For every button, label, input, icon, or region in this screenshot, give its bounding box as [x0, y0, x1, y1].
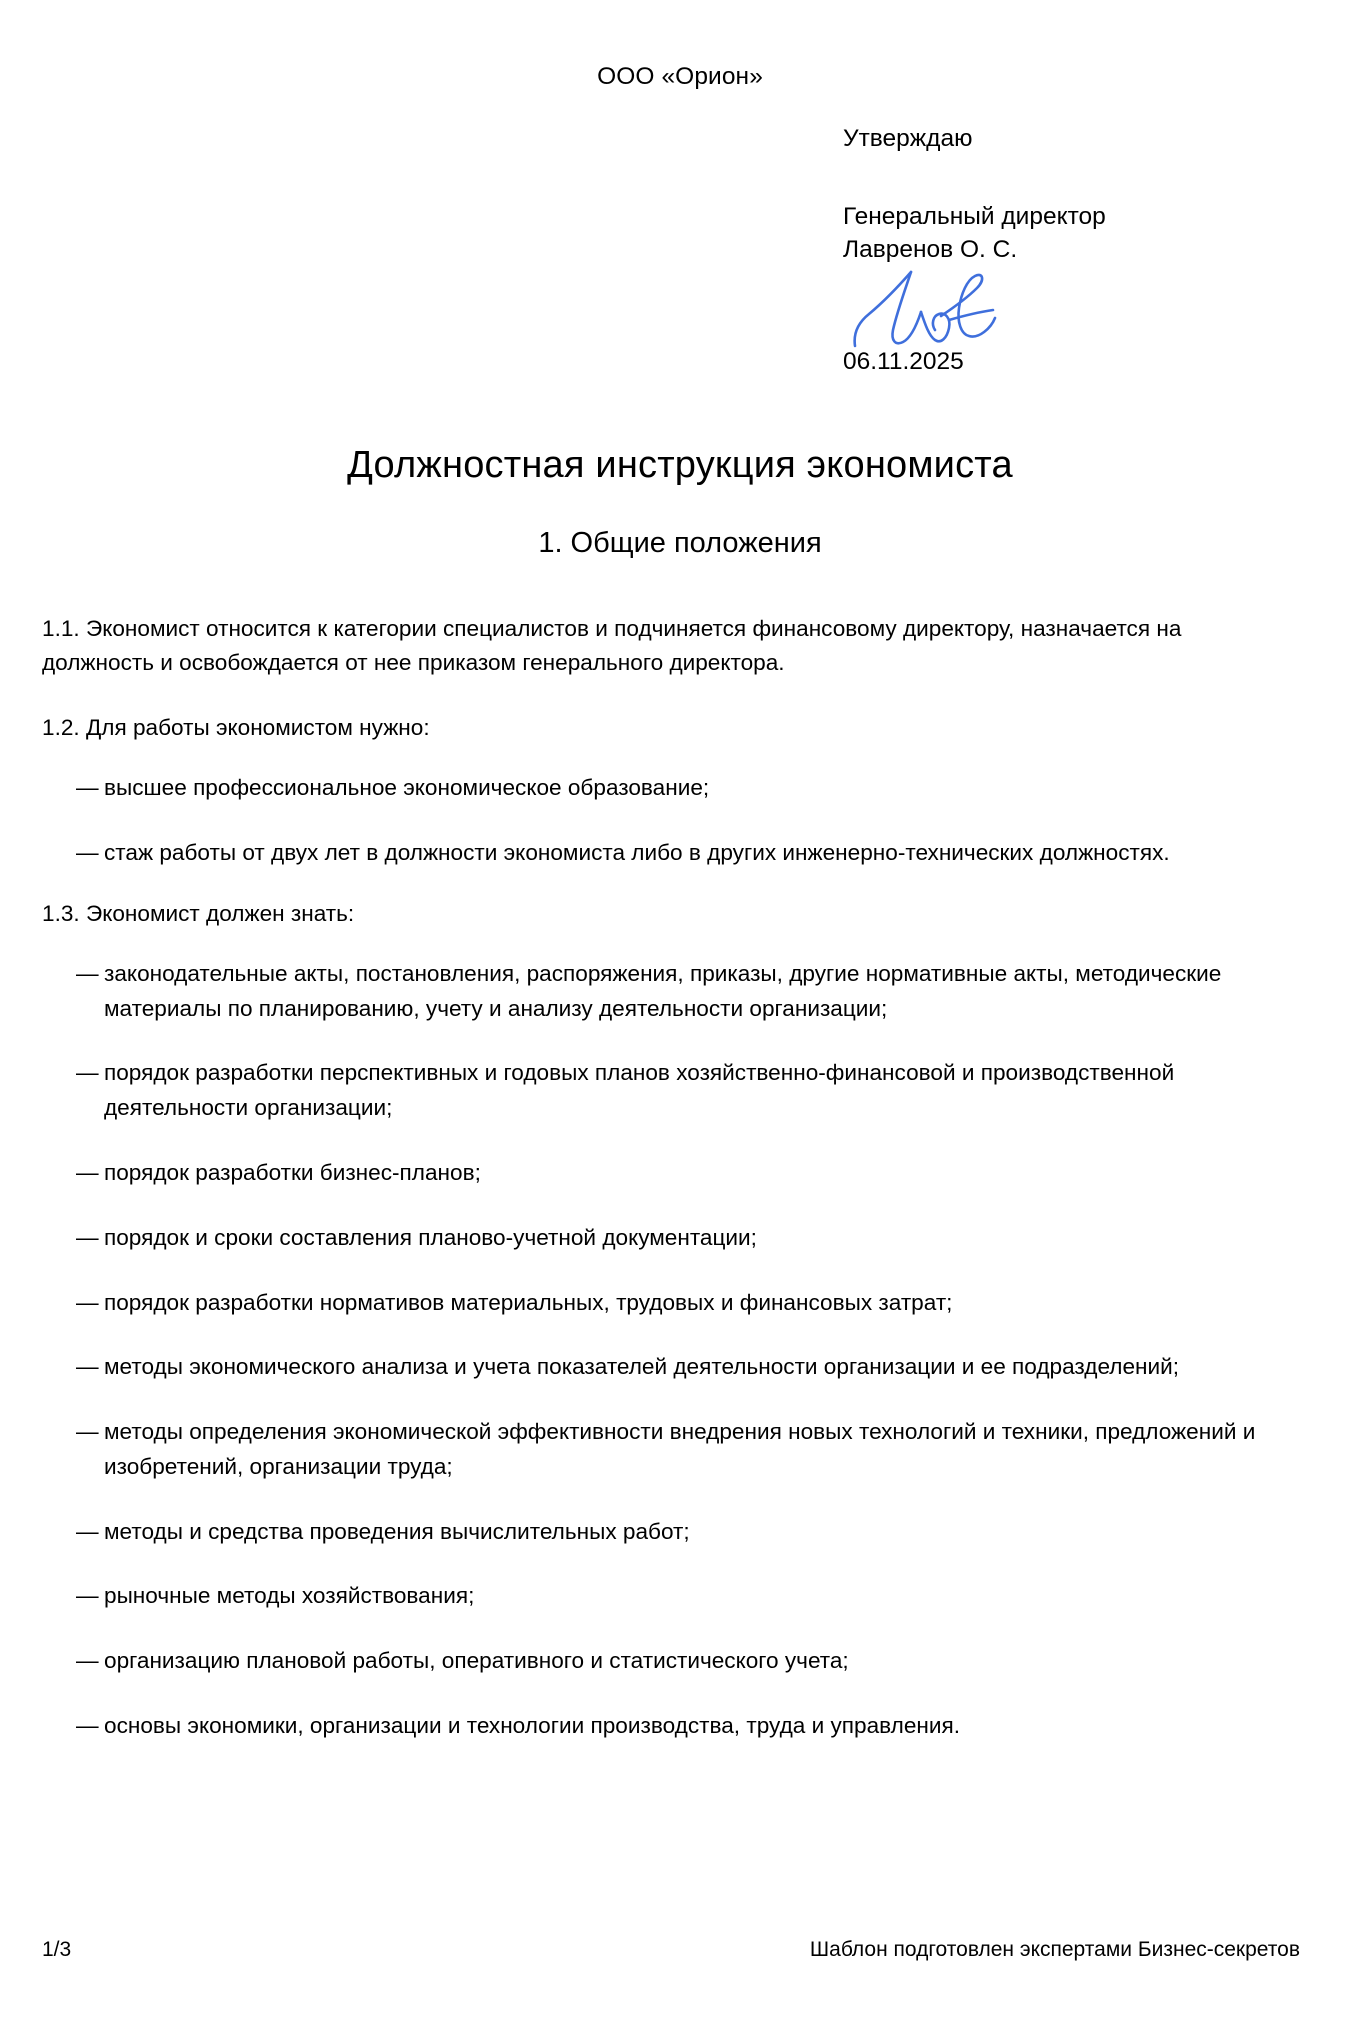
list-item [42, 836, 1309, 871]
dash-marker-icon: — [76, 1713, 99, 1739]
list-item [42, 1644, 1309, 1679]
clause-1-2: 1.2. Для работы экономистом нужно: [42, 714, 430, 740]
list-item-text: методы и средства проведения вычислительных работ; [104, 1518, 690, 1544]
page-title: Должностная инструкция экономиста [347, 444, 1013, 486]
list-item [42, 1415, 1309, 1485]
organization-name: ООО «Орион» [597, 63, 763, 90]
approver-identity [843, 155, 1263, 266]
footer-credit: Шаблон подготовлен экспертами Бизнес-секретов [809, 1938, 1300, 1961]
dash-marker-icon: — [76, 1518, 99, 1544]
list-item [42, 1709, 1309, 1744]
section-heading: 1. Общие положения [538, 527, 822, 559]
list-item-text: организацию плановой работы, оперативного и статистического учета; [104, 1648, 849, 1674]
list-item-text: законодательные акты, постановления, распоряжения, приказы, другие нормативные акты, методические материалы по планированию, учету и анализу деятельности организации; [104, 960, 1222, 1021]
clause-1-3: 1.3. Экономист должен знать: [42, 900, 355, 926]
list-item-text: методы экономического анализа и учета показателей деятельности организации и ее подразделений; [104, 1354, 1180, 1380]
dash-marker-icon: — [76, 1419, 99, 1445]
dash-marker-icon: — [76, 1583, 99, 1609]
clause-1-1: 1.1. Экономист относится к категории специалистов и подчиняется финансовому директору, назначается на должность и освобождается от нее приказом генерального директора. [42, 616, 1182, 676]
list-item [42, 1350, 1309, 1385]
list-item-text: стаж работы от двух лет в должности экономиста либо в других инженерно-технических должностях. [104, 839, 1170, 865]
list-item [42, 1056, 1309, 1126]
signature-image [845, 268, 1263, 346]
list-item [42, 771, 1309, 806]
list-item [42, 1156, 1309, 1191]
list-requirements [42, 771, 1317, 871]
list-item [42, 1579, 1309, 1614]
page-number: 1/3 [42, 1938, 72, 1961]
dash-marker-icon: — [76, 1289, 99, 1315]
list-item-text: порядок и сроки составления планово-учетной документации; [104, 1224, 757, 1250]
approver-person: Лавренов О. С. [843, 235, 1018, 263]
approval-word: Утверждаю [843, 125, 973, 152]
list-item [42, 1221, 1309, 1256]
dash-marker-icon: — [76, 1160, 99, 1185]
approval-date: 06.11.2025 [843, 347, 964, 375]
dash-marker-icon: — [76, 1648, 99, 1674]
list-item [42, 957, 1309, 1027]
list-item-text: высшее профессиональное экономическое образование; [104, 774, 710, 800]
list-item [42, 1286, 1309, 1321]
dash-marker-icon: — [76, 1224, 99, 1250]
dash-marker-icon: — [76, 774, 99, 800]
list-knowledge [42, 957, 1317, 1744]
dash-marker-icon: — [76, 960, 99, 986]
list-item-text: основы экономики, организации и технологии производства, труда и управления. [104, 1713, 961, 1739]
dash-marker-icon: — [76, 1354, 99, 1380]
list-item-text: рыночные методы хозяйствования; [104, 1583, 475, 1609]
document-body [42, 612, 1317, 1770]
list-item-text: методы определения экономической эффективности внедрения новых технологий и техники, предложений и изобретений, организации труда; [104, 1419, 1256, 1479]
approval-block [843, 123, 1263, 378]
list-item [42, 1515, 1309, 1550]
approver-role: Генеральный директор [843, 203, 1106, 231]
dash-marker-icon: — [76, 1060, 99, 1086]
list-item-text: порядок разработки нормативов материальных, трудовых и финансовых затрат; [104, 1289, 953, 1315]
list-item-text: порядок разработки перспективных и годовых планов хозяйственно-финансовой и производственной деятельности организации; [104, 1060, 1175, 1121]
list-item-text: порядок разработки бизнес-планов; [104, 1160, 481, 1185]
dash-marker-icon: — [76, 839, 99, 865]
page-footer [42, 1938, 1318, 1962]
